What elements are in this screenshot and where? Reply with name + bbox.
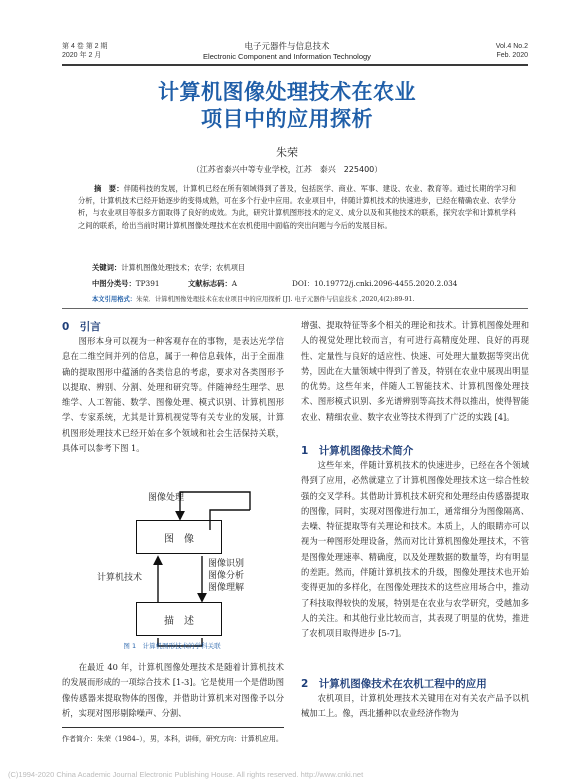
intro-paragraph-1: 图形本身可以视为一种客观存在的事物，是表达光学信息在二维空间并列的信息，属于一种信息载体，出于全面准确的提取图形中蕴涵的各类信息的考虑，要求对各类图形予以提取、辨别、分割、处理和研究等。伴随神经生理学、思维学、人工智能、数学、图像处理、模式识别、计算机图形学、专家系统，尤其是计算机视觉等有关专业的发展，计算机图形处理技术已经开始在多个领域和社会生活保持关联，具体可以参考下图 1。 [62, 336, 284, 454]
journal-title-en: Electronic Component and Information Technology [203, 52, 371, 61]
figure-label-recognition: 图像识别 [208, 559, 245, 569]
doc-code-label: 文献标志码： [188, 279, 232, 288]
clc-number [92, 279, 160, 289]
section-2-paragraph: 农机项目，计算机处理技术关键用在对有关农产品予以机械加工上。像，西北播种以农业经济作物为 [301, 693, 529, 719]
author-footnote: 作者简介：朱荣（1984–），男，本科，讲师，研究方向：计算机应用。 [62, 735, 283, 743]
abstract-text: 伴随科技的发展，计算机已经在所有领域得到了普及，包括医学、商业、军事、建设、农业、教育等。通过长期的学习和分析，计算机技术已经开始逐步的变得成熟，可在多个行业中应用。农业项目中，伴随计算机技术的快速进步，已经在精确农业、农学分析，与农业项目等很多方面取得了良好的成效。为此，研究计算机图形技术的定义、成分以及和其他技术的联系，探究农学和计算机学科之间的联系，给出当前时期计算机图像处理技术在农机使用中面临的突出问题与今后的发展目标。 [78, 184, 516, 230]
date-en-line: Feb. 2020 [496, 52, 528, 59]
figure-label-understanding: 图像理解 [208, 583, 245, 593]
copyright-notice: (C)1994-2020 China Academic Journal Electronic Publishing House. All rights reserved. http://www.cnki.net [8, 770, 364, 779]
section-0-heading: 0 引言 [62, 321, 101, 333]
citation-label: 本文引用格式： [92, 296, 137, 303]
header-rule [62, 64, 528, 66]
section-1-paragraph: 这些年来，伴随计算机技术的快速进步，已经在各个领域得到了应用，必然就建立了计算机图像处理技术这一综合性较强的交叉学科。其借助计算机技术研究和处理经由传感器提取的图像，同时，实现对图像进行加工，通常细分为图像隔离、去噪、特征提取等有关理论和技术。本质上，人的眼睛亦可以视为一种图形处理设备，然而对比计算机图像处理技术，不管是图像处理速率、精确度，以及处理数据的数量等，均有明显的差距。然而，伴随计算机技术的升级，图像处理技术也开始变得更加的多样化，在图像处理技术的这些应用场合中，推动了科技取得较快的发展，特别是在农业与农学研究，受越加多人的关注。和其他行业比较而言，其表现了明显的优势，推进了农机项目取得进步 [5-7]。 [301, 460, 529, 639]
figure-arrows [100, 490, 270, 650]
document-code [188, 279, 237, 289]
author-name: 朱荣 [276, 146, 298, 159]
doi-label: DOI： [292, 279, 315, 288]
abstract-rule [62, 308, 528, 309]
date-line: 2020 年 2 月 [62, 52, 102, 59]
figure-label-computer-tech: 计算机技术 [97, 573, 143, 583]
volume-en-line: Vol.4 No.2 [495, 43, 528, 50]
journal-title-cn: 电子元器件与信息技术 [244, 41, 330, 51]
right-paragraph-continued: 增强、提取特征等多个相关的理论和技术。计算机图像处理和人的视觉处理比较而言，有可进行高精度处理、良好的再现性、定量性与良好的适应性、快速、可处理大量数据等突出优势，因此在大量领域中得到了普及，特别在农业中展现出明显的优势。这些年来，伴随人工智能技术、计算机图像处理技术、图形模式识别、多光谱辨别等高技术得以推出，使得智能农业、精细农业、数字农业等技术得到了广泛的实践 [4]。 [301, 320, 529, 422]
keywords-label: 关键词： [92, 263, 122, 272]
intro-paragraph-2: 在最近 40 年，计算机图像处理技术是随着计算机技术的发展而形成的一项综合技术 [1-3]。它是使用一个是借助图像传感器来提取物体的图像，并借助计算机来对图像予以分析，实现对图形剔除噪声、分割、 [62, 662, 284, 718]
keywords [92, 263, 245, 273]
clc-value: TP391 [135, 279, 160, 288]
loop-line-top [210, 510, 250, 530]
section-1-heading: 1 计算机图像技术简介 [301, 445, 414, 457]
citation-text: 朱荣．计算机图像处理技术在农业项目中的应用探析 [J]. 电子元器件与信息技术 ,2020,4(2):89-91. [136, 296, 415, 303]
abstract-label: 摘 要： [94, 184, 124, 193]
affiliation: （江苏省泰兴中等专业学校，江苏 泰兴 225400） [191, 165, 383, 174]
clc-label: 中图分类号： [92, 279, 136, 288]
figure-label-image-processing: 图像处理 [148, 493, 185, 503]
volume-en [496, 42, 528, 60]
citation-format [92, 294, 415, 303]
doc-code-value: A [231, 279, 238, 288]
figure-label-analysis: 图像分析 [208, 571, 245, 581]
abstract [78, 183, 516, 232]
volume-line: 第 4 卷 第 2 期 [62, 43, 108, 50]
figure-box-description: 描 述 [136, 602, 222, 636]
footnote-rule [62, 727, 284, 728]
keywords-text: 计算机图像处理技术；农学；农机项目 [121, 263, 246, 272]
paper-title-line2: 项目中的应用探析 [201, 107, 373, 131]
loop-arrow-into-image [180, 492, 250, 518]
paper-title-line1: 计算机图像处理技术在农业 [158, 80, 416, 104]
doi-value: 10.19772/j.cnki.2096-4455.2020.2.034 [314, 279, 458, 288]
figure-box-image: 图 像 [136, 520, 222, 554]
section-2-heading: 2 计算机图像技术在农机工程中的应用 [301, 678, 487, 690]
doi [292, 279, 457, 289]
figure-1-caption: 图 1 计算机图形技术的学科关联 [123, 642, 221, 650]
